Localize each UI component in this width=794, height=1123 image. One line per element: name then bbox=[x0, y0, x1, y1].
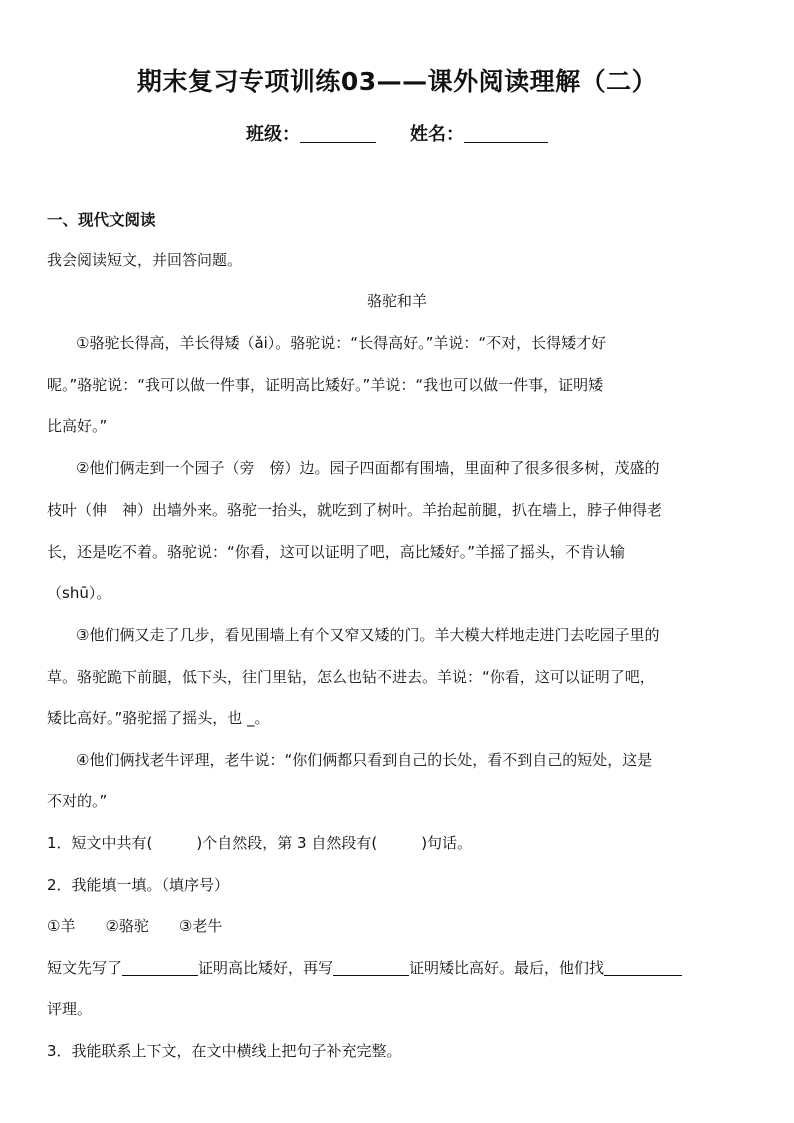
story-paragraph-1-line-3: 比高好。” bbox=[47, 417, 108, 435]
question-2-end: 评理。 bbox=[47, 1000, 93, 1018]
story-paragraph-1-line-2: 呢。”骆驼说：“我可以做一件事，证明高比矮好。”羊说：“我也可以做一件事，证明矮 bbox=[47, 376, 604, 394]
question-2-title: 2．我能填一填。（填序号） bbox=[47, 876, 230, 894]
instruction-text: 我会阅读短文，并回答问题。 bbox=[47, 251, 243, 269]
page-title: 期末复习专项训练03——课外阅读理解（二） bbox=[136, 67, 658, 96]
story-paragraph-2-line-1: ②他们俩走到一个园子（旁 傍）边。园子四面都有围墙，里面种了很多很多树，茂盛的 bbox=[76, 459, 660, 477]
story-paragraph-2-line-3: 长，还是吃不着。骆驼说：“你看，这可以证明了吧，高比矮好。”羊摇了摇头，不肯认输 bbox=[47, 543, 626, 561]
q2-answer-blank-1[interactable] bbox=[122, 960, 198, 976]
story-paragraph-2-line-2: 枝叶（伸 神）出墙外来。骆驼一抬头，就吃到了树叶。羊抬起前腿，扒在墙上，脖子伸得老 bbox=[47, 501, 663, 519]
q2-answer-blank-2[interactable] bbox=[333, 960, 409, 976]
question-2-fill-line: 短文先写了 证明高比矮好，再写 证明矮比高好。最后，他们找 bbox=[47, 957, 682, 978]
story-paragraph-3-line-2: 草。骆驼跪下前腿，低下头，往门里钻，怎么也钻不进去。羊说：“你看，这可以证明了吧， bbox=[47, 668, 655, 686]
story-paragraph-2-line-4: （shū）。 bbox=[47, 584, 112, 602]
story-paragraph-3-line-1: ③他们俩又走了几步，看见围墙上有个又窄又矮的门。羊大模大样地走进门去吃园子里的 bbox=[76, 626, 660, 644]
class-blank[interactable] bbox=[300, 124, 376, 143]
name-label: 姓名： bbox=[410, 124, 464, 145]
question-2-options: ①羊 ②骆驼 ③老牛 bbox=[47, 917, 223, 935]
student-info-line bbox=[0, 120, 794, 146]
question-1: 1．短文中共有( )个自然段，第 3 自然段有( )句话。 bbox=[47, 834, 473, 852]
story-paragraph-4-line-1: ④他们俩找老牛评理，老牛说：“你们俩都只看到自己的长处，看不到自己的短处，这是 bbox=[76, 751, 653, 769]
story-title: 骆驼和羊 bbox=[366, 292, 427, 310]
question-3-title: 3．我能联系上下文，在文中横线上把句子补充完整。 bbox=[47, 1042, 402, 1060]
section-title: 一、现代文阅读 bbox=[47, 211, 156, 229]
class-label: 班级： bbox=[246, 124, 300, 145]
name-blank[interactable] bbox=[464, 124, 548, 143]
story-paragraph-3-line-3: 矮比高好。”骆驼摇了摇头，也 _。 bbox=[47, 709, 270, 727]
q2-answer-blank-3[interactable] bbox=[604, 960, 682, 976]
story-paragraph-1-line-1: ①骆驼长得高，羊长得矮（ǎi）。骆驼说：“长得高好。”羊说：“不对，长得矮才好 bbox=[76, 334, 607, 352]
story-paragraph-4-line-2: 不对的。” bbox=[47, 792, 108, 810]
